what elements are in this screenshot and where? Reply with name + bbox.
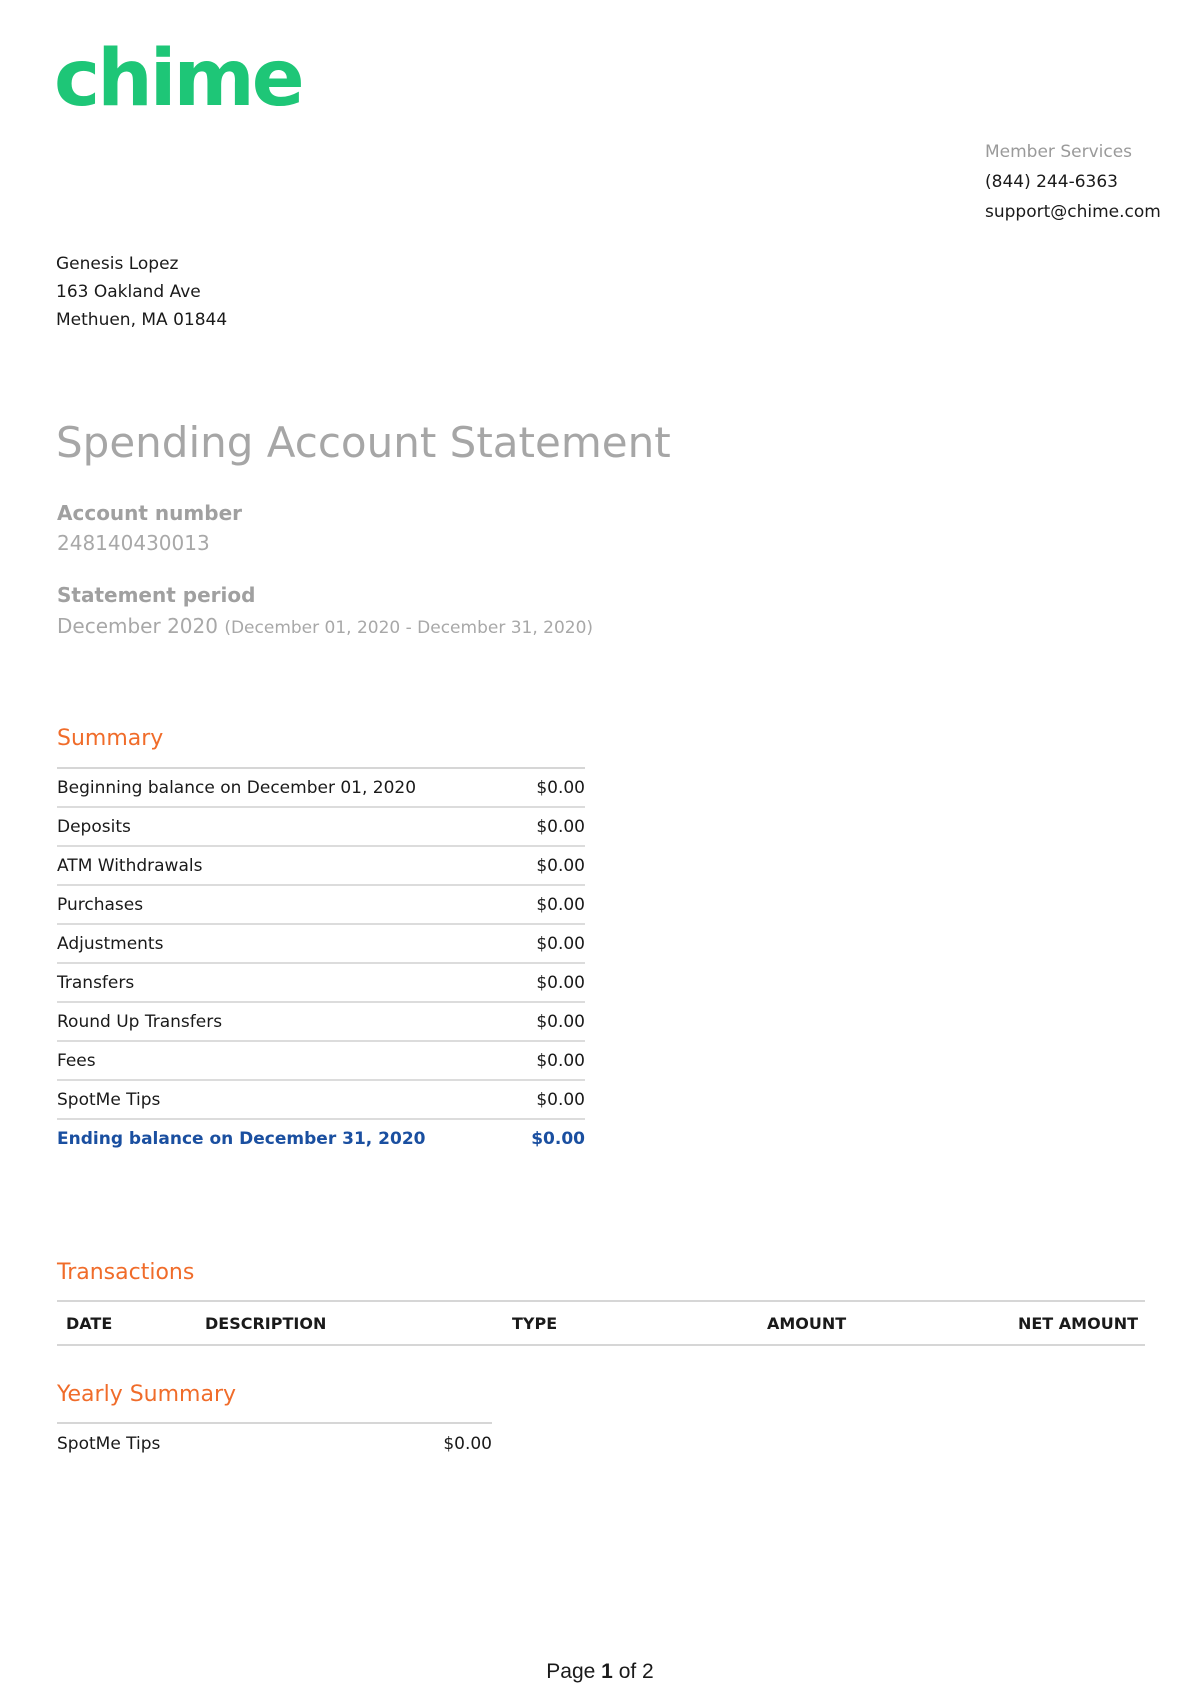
- page-total: 2: [642, 1660, 654, 1683]
- summary-row-label: Round Up Transfers: [57, 1011, 223, 1032]
- column-header-amount: AMOUNT: [767, 1314, 847, 1333]
- column-header-type: TYPE: [512, 1314, 558, 1333]
- column-header-net-amount: NET AMOUNT: [1017, 1314, 1138, 1333]
- summary-table: [57, 767, 585, 1157]
- summary-row-value: $0.00: [536, 972, 585, 993]
- yearly-row-value: $0.00: [443, 1434, 492, 1454]
- summary-row: [57, 964, 585, 1003]
- transactions-title: Transactions: [57, 1260, 195, 1285]
- ending-balance-row: [57, 1120, 585, 1157]
- support-email: support@chime.com: [985, 202, 1161, 222]
- account-number-value: 248140430013: [57, 531, 210, 555]
- member-services-label: Member Services: [985, 142, 1133, 162]
- summary-row: [57, 925, 585, 964]
- summary-row-label: Deposits: [57, 816, 131, 837]
- summary-row-value: $0.00: [536, 894, 585, 915]
- recipient-name: Genesis Lopez: [56, 254, 179, 274]
- summary-row-label: Purchases: [57, 894, 144, 915]
- statement-period-month: December 2020: [57, 614, 218, 638]
- summary-row-label: Beginning balance on December 01, 2020: [57, 777, 417, 798]
- column-header-description: DESCRIPTION: [205, 1314, 327, 1333]
- summary-row: [57, 847, 585, 886]
- statement-period-range: (December 01, 2020 - December 31, 2020): [224, 618, 594, 638]
- column-header-date: DATE: [66, 1314, 113, 1333]
- summary-row-value: $0.00: [536, 1011, 585, 1032]
- summary-row: [57, 808, 585, 847]
- summary-row-value: $0.00: [536, 855, 585, 876]
- summary-row-value: $0.00: [536, 1050, 585, 1071]
- summary-row: [57, 1081, 585, 1120]
- summary-title: Summary: [57, 726, 164, 751]
- summary-row-value: $0.00: [536, 777, 585, 798]
- summary-row-label: ATM Withdrawals: [57, 855, 203, 876]
- transactions-header: [57, 1300, 1145, 1346]
- yearly-summary-table: [57, 1422, 492, 1464]
- statement-period-value: [57, 614, 593, 638]
- summary-row-label: Transfers: [57, 972, 135, 993]
- recipient-street: 163 Oakland Ave: [56, 282, 201, 302]
- page-word: Page: [546, 1660, 596, 1683]
- summary-row-value: $0.00: [536, 933, 585, 954]
- chime-logo: chime: [54, 34, 302, 124]
- statement-period-label: Statement period: [57, 583, 256, 607]
- ending-balance-value: $0.00: [531, 1128, 585, 1149]
- page-of: of: [618, 1660, 637, 1683]
- summary-row-value: $0.00: [536, 1089, 585, 1110]
- summary-row: [57, 769, 585, 808]
- page-footer: [0, 1660, 1200, 1684]
- account-number-label: Account number: [57, 501, 242, 525]
- yearly-row-label: SpotMe Tips: [57, 1434, 161, 1454]
- ending-balance-label: Ending balance on December 31, 2020: [57, 1128, 426, 1149]
- statement-title: Spending Account Statement: [56, 418, 671, 467]
- yearly-summary-row: [57, 1424, 492, 1464]
- summary-row: [57, 886, 585, 925]
- summary-row-label: Fees: [57, 1050, 96, 1071]
- recipient-city: Methuen, MA 01844: [56, 310, 228, 330]
- summary-row: [57, 1003, 585, 1042]
- member-services-block: [985, 137, 1161, 227]
- support-phone: (844) 244-6363: [985, 172, 1118, 192]
- summary-row-label: SpotMe Tips: [57, 1089, 161, 1110]
- summary-row-label: Adjustments: [57, 933, 164, 954]
- recipient-address: [56, 250, 227, 334]
- summary-row: [57, 1042, 585, 1081]
- page-current: 1: [601, 1660, 613, 1683]
- summary-row-value: $0.00: [536, 816, 585, 837]
- yearly-summary-title: Yearly Summary: [57, 1382, 237, 1407]
